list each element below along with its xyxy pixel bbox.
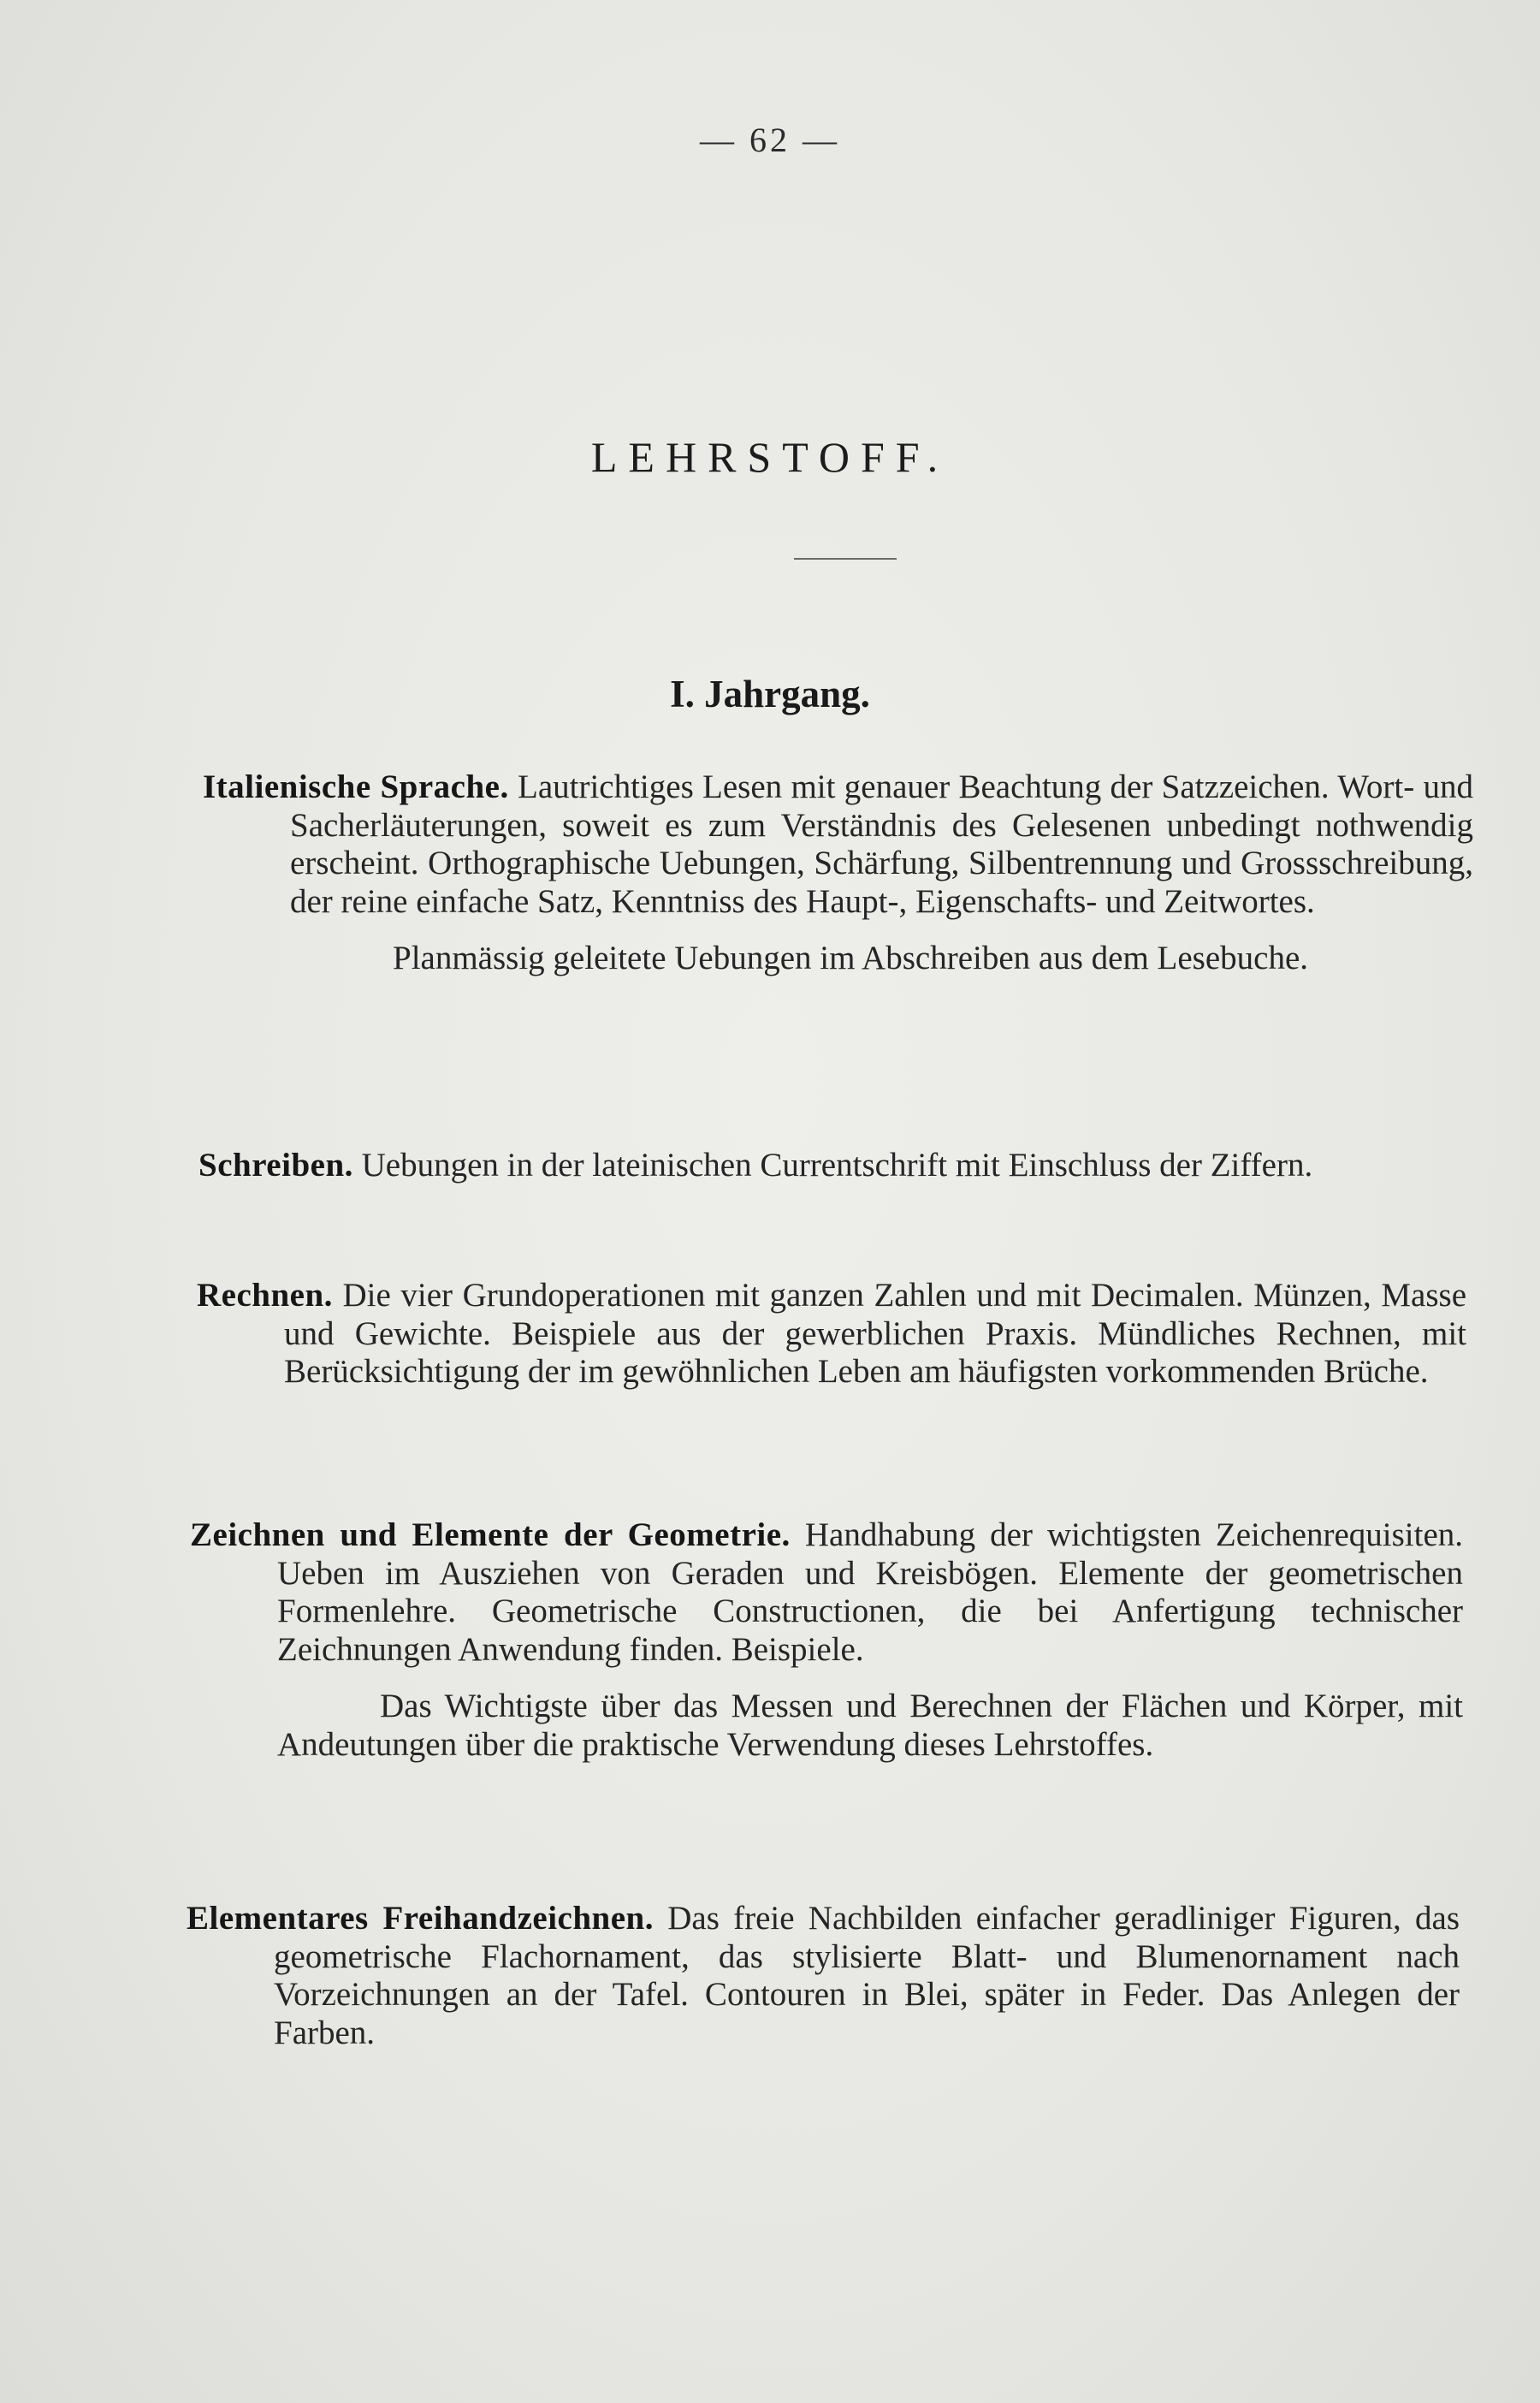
section-zeichnen-geometrie [190, 1516, 1463, 1764]
section-schreiben [198, 1147, 1468, 1185]
section-title: Schreiben. [198, 1147, 353, 1184]
section-paragraph [187, 1900, 1460, 2052]
section-italienische-sprache [203, 768, 1473, 978]
section-rechnen [197, 1277, 1466, 1391]
heading-rule [794, 558, 897, 560]
section-title: Rechnen. [197, 1277, 333, 1314]
section-title: Italienische Sprache. [203, 768, 509, 805]
section-title: Elementares Freihandzeichnen. [187, 1900, 654, 1937]
section-title: Zeichnen und Elemente der Geometrie. [190, 1516, 791, 1553]
section-freihandzeichnen [187, 1900, 1460, 2052]
section-paragraph [198, 1147, 1468, 1185]
section-subparagraph: Das Wichtigste über das Messen und Berechnen der Flächen und Körper, mit Andeutungen über die praktische Verwendung dieses Lehrstoffes. [277, 1688, 1463, 1763]
section-text: Die vier Grundoperationen mit ganzen Zahlen und mit Decimalen. Münzen, Masse und Gewichte. Beispiele aus der gewerblichen Praxis. Mündliches Rechnen, mit Berücksichtigung der im gewöhnlichen Leben am häufigsten vorkommenden Brüche. [284, 1277, 1467, 1390]
section-text: Lautrichtiges Lesen mit genauer Beachtung der Satzzeichen. Wort- und Sacherläuterungen, soweit es zum Verständnis des Gelesenen unbedingt nothwendig erscheint. Orthographische Uebungen, Schärfung, Silbentrennung und Grossschreibung, der reine einfache Satz, Kenntniss des Haupt-, Eigenschafts- und Zeitwortes. [290, 768, 1473, 920]
section-paragraph [197, 1277, 1466, 1391]
year-title: I. Jahrgang. [670, 673, 870, 715]
page-heading: LEHRSTOFF. [590, 433, 950, 481]
section-paragraph [203, 768, 1473, 921]
page-number: — 62 — [700, 121, 840, 159]
section-subparagraph: Planmässig geleitete Uebungen im Abschreiben aus dem Lesebuche. [393, 940, 1309, 976]
section-text: Handhabung der wichtigsten Zeichenrequisiten. Ueben im Ausziehen von Geraden und Kreisbögen. Elemente der geometrischen Formenlehre. Geometrische Constructionen, die bei Anfertigung technischer Zeichnungen Anwendung finden. Beispiele. [277, 1516, 1463, 1668]
section-text: Uebungen in der lateinischen Currentschrift mit Einschluss der Ziffern. [361, 1147, 1313, 1184]
section-text: Das freie Nachbilden einfacher geradliniger Figuren, das geometrische Flachornament, das stylisierte Blatt- und Blumenornament nach Vorzeichnungen an der Tafel. Contouren in Blei, später in Feder. Das Anlegen der Farben. [274, 1900, 1460, 2051]
section-paragraph [190, 1516, 1463, 1669]
